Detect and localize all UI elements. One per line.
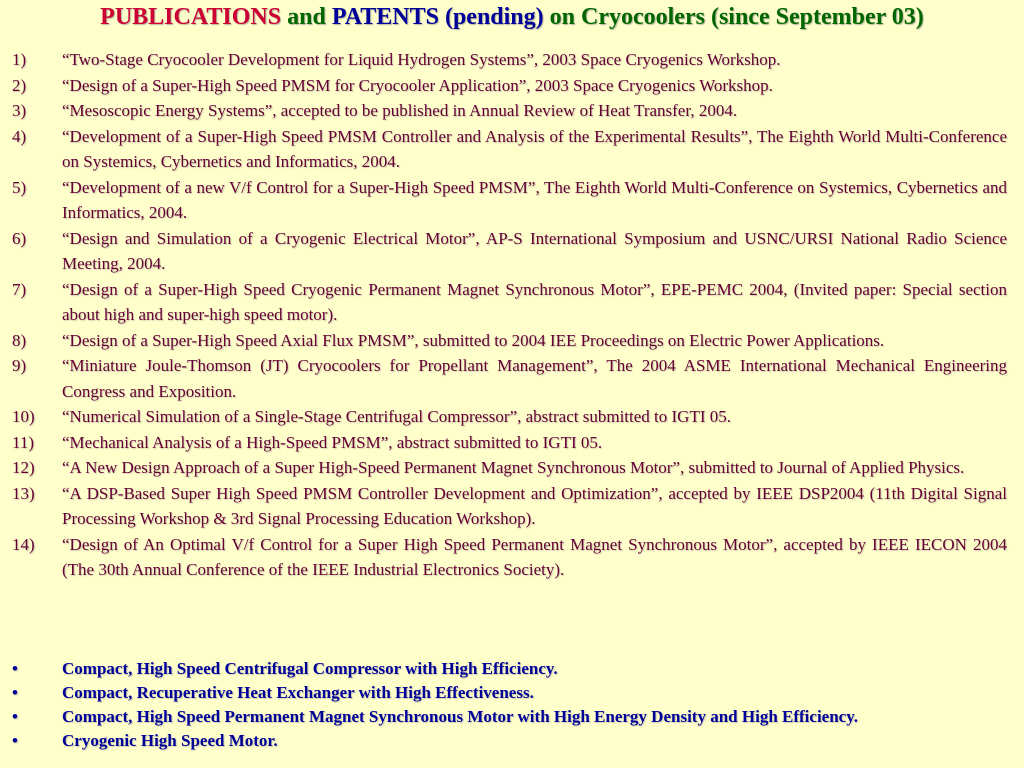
publication-number: 13) [12, 483, 35, 503]
publication-text: “Mesoscopic Energy Systems”, accepted to be published in Annual Review of Heat Transfer, 2004. [62, 101, 738, 120]
publication-item [12, 175, 1007, 226]
publication-text: “Miniature Joule-Thomson (JT) Cryocoolers for Propellant Management”, The 2004 ASME International Mechanical Engineering Congress and Exposition. [62, 356, 1007, 401]
publication-number: 12) [12, 458, 35, 477]
publication-item [12, 73, 1007, 99]
publication-number: 5) [12, 177, 27, 197]
patent-text: Compact, Recuperative Heat Exchanger with High Effectiveness. [62, 683, 534, 702]
publication-number: 11) [12, 432, 35, 452]
publication-item [12, 353, 1007, 404]
publication-text: “Numerical Simulation of a Single-Stage Centrifugal Compressor”, abstract submitted to IGTI 05. [62, 407, 731, 426]
publication-number: 1) [12, 50, 27, 69]
patent-item [12, 705, 1007, 729]
publication-item [12, 124, 1007, 175]
publication-text: “Design and Simulation of a Cryogenic Electrical Motor”, AP-S International Symposium and USNC/URSI National Radio Science Meeting, 2004. [62, 228, 1007, 273]
publication-text: “Design of a Super-High Speed Axial Flux PMSM”, submitted to 2004 IEE Proceedings on Electric Power Applications. [62, 330, 885, 350]
publication-item [12, 226, 1007, 277]
title-pending: (pending) [444, 4, 544, 30]
publication-text: “Development of a Super-High Speed PMSM Controller and Analysis of the Experimental Results”, The Eighth World Multi-Conference on Systemics, Cybernetics and Informatics, 2004. [62, 126, 1007, 171]
publication-text: “Development of a new V/f Control for a Super-High Speed PMSM”, The Eighth World Multi-Conference on Systemics, Cybernetics and Informatics, 2004. [62, 177, 1007, 222]
publication-number: 2) [12, 75, 27, 95]
publication-item [12, 47, 1007, 73]
publication-item [12, 98, 1007, 124]
bullet-icon: • [12, 707, 18, 726]
publication-text: “A New Design Approach of a Super High-Speed Permanent Magnet Synchronous Motor”, submitted to Journal of Applied Physics. [62, 458, 965, 477]
publication-number: 7) [12, 279, 27, 299]
publication-number: 10) [12, 407, 35, 426]
publication-text: “Mechanical Analysis of a High-Speed PMSM”, abstract submitted to IGTI 05. [62, 432, 603, 452]
publication-number: 9) [12, 356, 27, 375]
patent-text: Compact, High Speed Centrifugal Compressor with High Efficiency. [62, 659, 558, 678]
title-and: and [281, 4, 332, 30]
publication-text: “Design of An Optimal V/f Control for a Super High Speed Permanent Magnet Synchronous Motor”, accepted by IEEE IECON 2004 (The 30th Annual Conference of the IEEE Industrial Electronics Society). [62, 534, 1007, 579]
title-rest: on Cryocoolers (since September 03) [543, 4, 924, 30]
patent-text: Compact, High Speed Permanent Magnet Synchronous Motor with High Energy Density and High Efficiency. [62, 707, 859, 726]
patent-item [12, 657, 1007, 681]
title-patents: PATENTS [331, 4, 439, 30]
page-title [0, 4, 1024, 31]
publication-number: 3) [12, 101, 27, 120]
publication-number: 14) [12, 534, 35, 554]
patent-text: Cryogenic High Speed Motor. [62, 731, 278, 750]
publication-text: “Design of a Super-High Speed Cryogenic Permanent Magnet Synchronous Motor”, EPE-PEMC 2004, (Invited paper: Special section about high and super-high speed motor). [62, 279, 1007, 324]
publication-item [12, 532, 1007, 583]
patent-item [12, 729, 1007, 753]
bullet-icon: • [12, 731, 18, 750]
publication-text: “Design of a Super-High Speed PMSM for Cryocooler Application”, 2003 Space Cryogenics Workshop. [62, 75, 773, 95]
bullet-icon: • [12, 659, 18, 678]
publication-number: 4) [12, 126, 27, 146]
publication-number: 6) [12, 228, 27, 248]
publication-text: “Two-Stage Cryocooler Development for Liquid Hydrogen Systems”, 2003 Space Cryogenics Workshop. [62, 50, 781, 69]
publication-number: 8) [12, 330, 27, 350]
patent-item [12, 681, 1007, 705]
publications-list [12, 47, 1007, 583]
publication-item [12, 430, 1007, 456]
publication-item [12, 481, 1007, 532]
publication-item [12, 455, 1007, 481]
title-publications: PUBLICATIONS [100, 4, 282, 30]
publication-item [12, 404, 1007, 430]
publication-text: “A DSP-Based Super High Speed PMSM Controller Development and Optimization”, accepted by IEEE DSP2004 (11th Digital Signal Processing Workshop & 3rd Signal Processing Education Workshop). [62, 483, 1007, 528]
patents-list [12, 657, 1007, 753]
bullet-icon: • [12, 683, 18, 702]
publication-item [12, 277, 1007, 328]
publication-item [12, 328, 1007, 354]
